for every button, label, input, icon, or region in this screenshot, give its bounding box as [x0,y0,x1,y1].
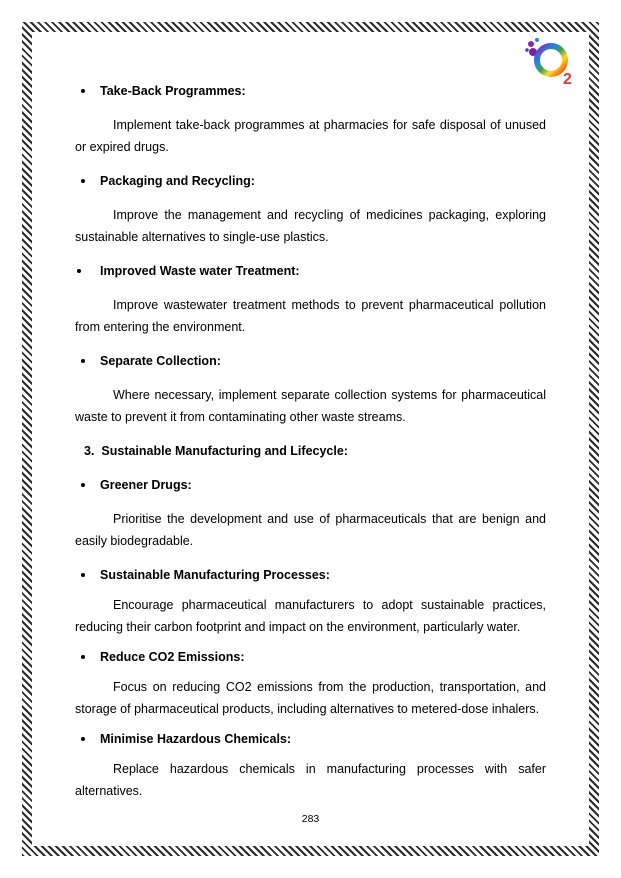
section-heading: Take-Back Programmes: [75,80,546,102]
svg-text:2: 2 [563,71,572,88]
section-paragraph: Encourage pharmaceutical manufacturers to adopt sustainable practices, reducing their carbon footprint and impact on the environment, particularly water. [75,598,546,634]
section-paragraph: Where necessary, implement separate collection systems for pharmaceutical waste to prevent it from contaminating other waste streams. [75,388,546,424]
bullet-icon [81,359,85,363]
section-sustainable-manufacturing [75,564,546,638]
section-heading: Improved Waste water Treatment: [75,260,546,282]
section-heading: Sustainable Manufacturing Processes: [75,564,546,586]
numbered-heading: 3. Sustainable Manufacturing and Lifecycle: [84,444,348,458]
section-paragraph: Improve the management and recycling of medicines packaging, exploring sustainable alternatives to single-use plastics. [75,208,546,244]
section-heading: Separate Collection: [75,350,546,372]
section-paragraph: Implement take-back programmes at pharmacies for safe disposal of unused or expired drugs. [75,118,546,154]
bullet-icon [77,269,81,273]
section-heading: Packaging and Recycling: [75,170,546,192]
section-paragraph: Focus on reducing CO2 emissions from the production, transportation, and storage of pharmaceutical products, including alternatives to metered-dose inhalers. [75,680,546,716]
section-heading: Minimise Hazardous Chemicals: [75,728,546,750]
bullet-icon [81,737,85,741]
section-minimise-hazardous [75,728,546,802]
document-body [75,80,546,802]
section-reduce-co2 [75,646,546,720]
section-wastewater [75,260,546,338]
section-heading: Reduce CO2 Emissions: [75,646,546,668]
bullet-icon [81,573,85,577]
section-packaging [75,170,546,248]
section-heading: Greener Drugs: [75,474,546,496]
page-number: 283 [301,813,320,825]
bullet-icon [81,483,85,487]
bullet-icon [81,89,85,93]
bullet-icon [81,179,85,183]
section-paragraph: Prioritise the development and use of pharmaceuticals that are benign and easily biodegradable. [75,512,546,548]
section-greener-drugs [75,474,546,552]
section-paragraph: Replace hazardous chemicals in manufacturing processes with safer alternatives. [75,762,546,798]
bullet-icon [81,655,85,659]
section-take-back [75,80,546,158]
section-separate-collection [75,350,546,428]
section-paragraph: Improve wastewater treatment methods to prevent pharmaceutical pollution from entering the environment. [75,298,546,334]
